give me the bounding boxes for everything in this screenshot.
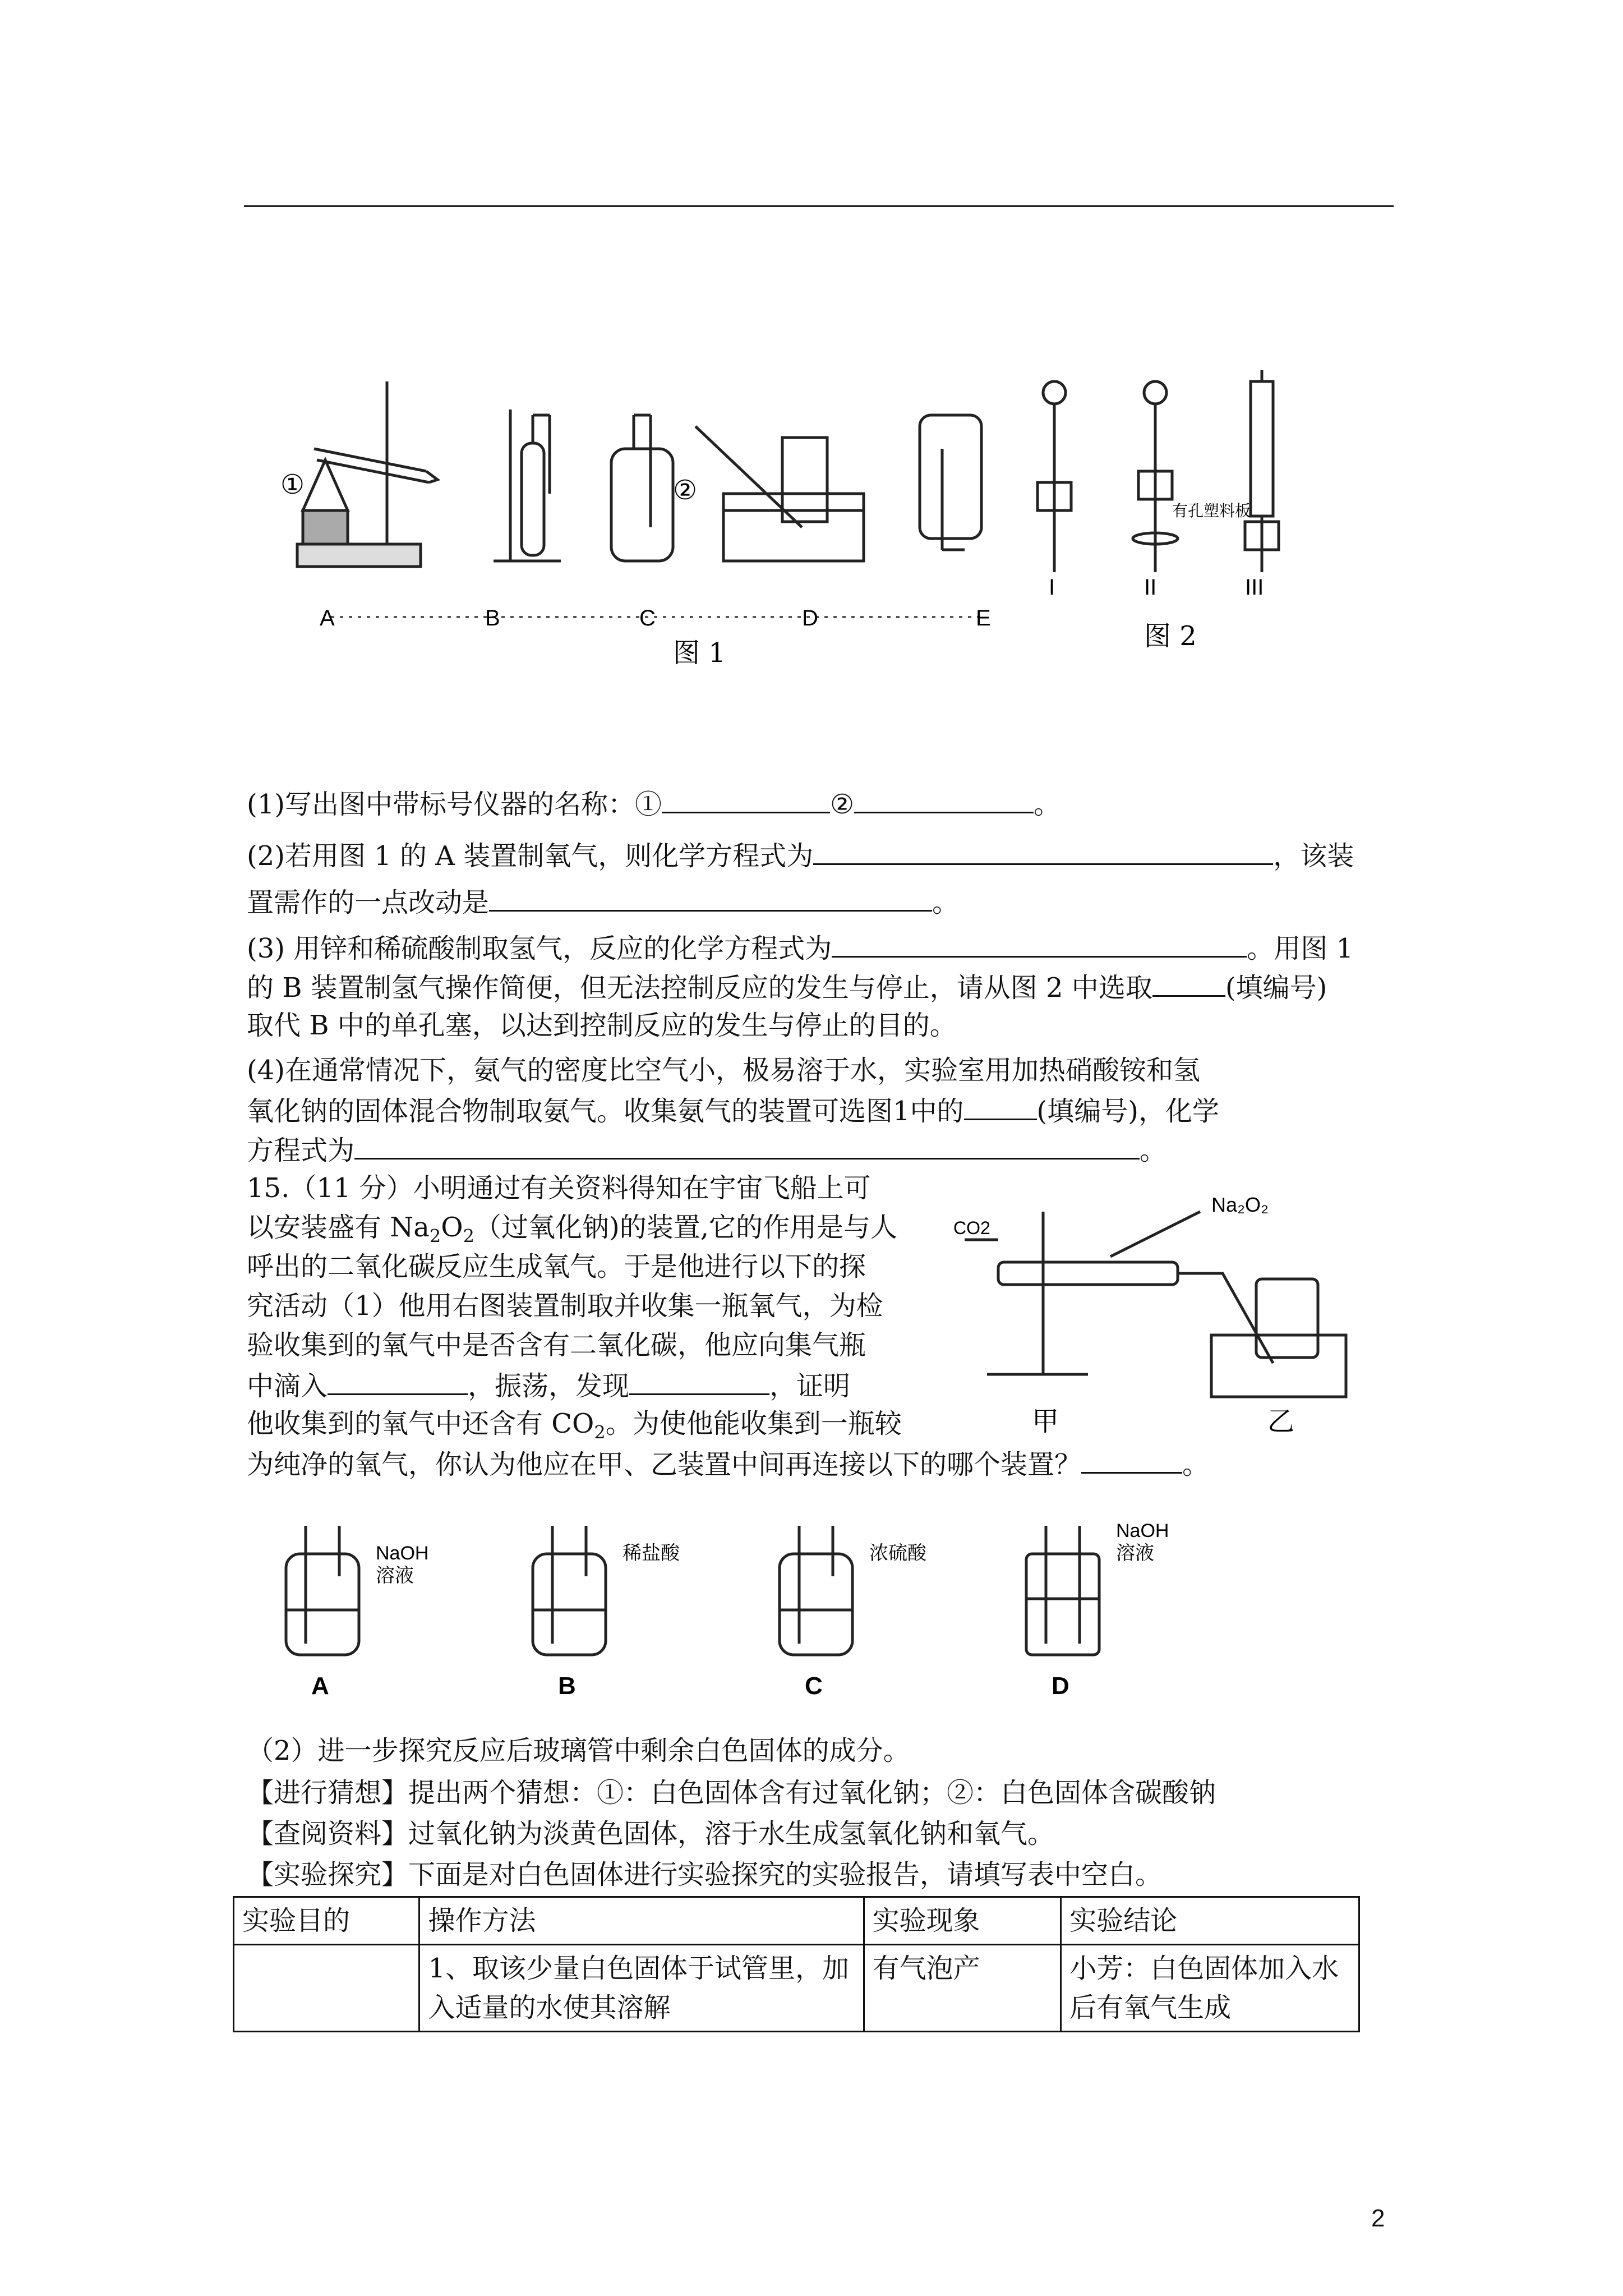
- q15-text: 【实验探究】下面是对白色固体进行实验探究的实验报告，请填写表中空白。: [247, 1859, 1163, 1890]
- subscript: 2: [429, 1225, 441, 1247]
- q14-p2-text: 置需作的一点改动是: [247, 887, 490, 918]
- q15-text: O: [441, 1212, 463, 1243]
- q15-text: 中滴入: [247, 1370, 328, 1402]
- q14-line-9: [247, 1129, 1402, 1171]
- answer-blank[interactable]: [964, 1089, 1037, 1120]
- page-number: 2: [1371, 2205, 1385, 2232]
- q15-text: ，证明: [769, 1370, 851, 1402]
- bottle-d-label-2: 溶液: [1116, 1543, 1154, 1564]
- q14-p3-text: 的 B 装置制氢气操作简便，但无法控制反应的发生与停止，请从图 2 中选取: [247, 972, 1152, 1004]
- subscript: 2: [463, 1225, 474, 1247]
- figure-1-drawing: [247, 359, 998, 673]
- table-cell-blank[interactable]: [234, 1945, 419, 2032]
- answer-blank[interactable]: [832, 927, 1247, 958]
- q14-p1-text: ②: [830, 789, 855, 820]
- answer-blank[interactable]: [328, 1364, 468, 1395]
- q15-line-4: [247, 1286, 948, 1326]
- figure-1-marker-1: ①: [280, 469, 305, 500]
- table-header-row: [234, 1897, 1359, 1945]
- bottle-d-letter: D: [1052, 1672, 1069, 1700]
- figure-1-letter-d: D: [802, 606, 818, 631]
- q15-text: 15.（11 分）小明通过有关资料得知在宇宙飞船上可: [247, 1172, 871, 1204]
- q15-guess: [247, 1773, 1402, 1813]
- q15-text: 【进行猜想】提出两个猜想：①：白色固体含有过氧化钠；②：白色固体含碳酸钠: [247, 1777, 1216, 1809]
- table-header: 实验现象: [864, 1897, 1061, 1945]
- q14-line-2: [247, 834, 1402, 876]
- table-header: 操作方法: [419, 1897, 864, 1945]
- answer-blank[interactable]: [629, 1364, 769, 1395]
- q14-p3-text: (填编号): [1225, 972, 1327, 1004]
- figure-1-marker-2: ②: [673, 475, 698, 506]
- q15-text: 究活动（1）他用右图装置制取并收集一瓶氧气，为检: [247, 1290, 883, 1322]
- q14-line-6: [247, 1005, 1402, 1046]
- q15-co2-label: CO2: [953, 1218, 990, 1238]
- q14-line-5: [247, 966, 1402, 1008]
- q14-p3-text: 取代 B 中的单孔塞，以达到控制反应的发生与停止的目的。: [247, 1010, 957, 1041]
- q15-text: （2）进一步探究反应后玻璃管中剩余白色固体的成分。: [247, 1735, 910, 1766]
- figure-2-drawing: [1009, 359, 1346, 673]
- answer-blank[interactable]: [813, 834, 1273, 865]
- subscript: 2: [594, 1421, 606, 1443]
- header-rule: [244, 205, 1394, 207]
- q15-line-6: [247, 1364, 948, 1406]
- q14-p4-text: 氧化钠的固体混合物制取氨气。收集氨气的装置可选图1中的: [247, 1096, 964, 1127]
- q14-p4-text: 。: [1140, 1135, 1167, 1166]
- figure-2-caption: 图 2: [1144, 620, 1197, 652]
- q14-p2-text: ，该装: [1273, 840, 1354, 872]
- q14-p4-text: (填编号)，化学: [1036, 1096, 1220, 1127]
- bottle-b-label: 稀盐酸: [623, 1542, 680, 1565]
- figure-1-letter-a: A: [320, 606, 335, 631]
- q14-line-8: [247, 1089, 1402, 1131]
- figure-1: [247, 359, 998, 673]
- q15-apparatus-drawing: [953, 1178, 1357, 1458]
- q15-na2o2-label: Na₂O₂: [1211, 1193, 1269, 1216]
- q15-label-jia: 甲: [1032, 1406, 1059, 1437]
- answer-blank[interactable]: [854, 783, 1034, 813]
- q15-text: 验收集到的氧气中是否含有二氧化碳，他应向集气瓶: [247, 1329, 866, 1361]
- q14-line-1: [247, 783, 1402, 825]
- answer-blank[interactable]: [489, 881, 932, 912]
- q14-line-4: [247, 927, 1402, 969]
- q15-explore: [247, 1855, 1402, 1895]
- table-cell: 小芳：白色固体加入水后有氧气生成: [1061, 1945, 1359, 2032]
- q15-text: 。: [1182, 1449, 1210, 1480]
- q14-line-7: [247, 1050, 1402, 1091]
- q14-p3-text: 。用图 1: [1247, 933, 1354, 964]
- q15-text: 以安装盛有 Na: [247, 1212, 430, 1243]
- q15-apparatus: [953, 1178, 1357, 1458]
- q14-p4-text: (4)在通常情况下，氨气的密度比空气小，极易溶于水，实验室用加热硝酸铵和氢: [247, 1055, 1200, 1086]
- bottle-a-label-2: 溶液: [376, 1565, 414, 1586]
- answer-blank[interactable]: [1152, 966, 1225, 997]
- q15-text: 他收集到的氧气中还含有 CO: [247, 1408, 594, 1439]
- answer-blank[interactable]: [662, 783, 830, 813]
- q15-line-5: [247, 1325, 948, 1365]
- bottle-a-letter: A: [311, 1672, 329, 1700]
- q14-p2-text: (2)若用图 1 的 A 装置制氧气，则化学方程式为: [247, 840, 814, 872]
- figure-2-plate-label: 有孔塑料板: [1172, 501, 1251, 520]
- figure-1-caption: 图 1: [673, 637, 726, 669]
- bottle-d-label-1: NaOH: [1116, 1520, 1169, 1542]
- bottle-c-letter: C: [805, 1672, 823, 1700]
- q14-p4-text: 方程式为: [247, 1135, 355, 1166]
- table-header: 实验目的: [234, 1897, 419, 1945]
- q15-part2: [247, 1731, 1402, 1771]
- q15-line-1: [247, 1168, 948, 1208]
- bottle-b-letter: B: [558, 1672, 576, 1700]
- bottle-options: [264, 1515, 1273, 1705]
- q15-text: 。为使他能收集到一瓶较: [605, 1408, 902, 1439]
- q15-text: 呼出的二氧化碳反应生成氧气。于是他进行以下的探: [247, 1251, 866, 1282]
- figure-2-label-3: III: [1245, 575, 1264, 600]
- table-row: [234, 1945, 1359, 2032]
- q15-line-3: [247, 1246, 948, 1287]
- bottle-options-drawing: [264, 1515, 1273, 1705]
- answer-blank[interactable]: [354, 1129, 1140, 1159]
- q14-line-3: [247, 881, 1402, 923]
- q15-text: （过氧化钠)的装置,它的作用是与人: [474, 1212, 897, 1243]
- q14-p3-text: (3) 用锌和稀硫酸制取氢气，反应的化学方程式为: [247, 933, 832, 964]
- q15-reference: [247, 1814, 1402, 1854]
- experiment-report-table: [233, 1896, 1360, 2032]
- bottle-c-label: 浓硫酸: [869, 1542, 926, 1565]
- table-header: 实验结论: [1061, 1897, 1359, 1945]
- q14-p2-text: 。: [932, 887, 960, 918]
- figure-1-letter-b: B: [485, 606, 500, 631]
- q15-label-yi: 乙: [1267, 1406, 1295, 1437]
- figure-2: [1009, 359, 1346, 673]
- q15-text: 【查阅资料】过氧化钠为淡黄色固体，溶于水生成氢氧化钠和氧气。: [247, 1818, 1055, 1849]
- bottle-a-label-1: NaOH: [376, 1543, 429, 1564]
- figure-1-letter-e: E: [976, 606, 991, 631]
- figure-2-label-2: II: [1144, 575, 1157, 600]
- q14-p1-text: 。: [1034, 789, 1061, 820]
- table-cell: 1、取该少量白色固体于试管里，加入适量的水使其溶解: [419, 1945, 864, 2032]
- q14-p1-text: (1)写出图中带标号仪器的名称：①: [247, 789, 662, 820]
- figure-1-letter-c: C: [639, 606, 656, 631]
- table-cell: 有气泡产: [864, 1945, 1061, 2032]
- q15-text: 为纯净的氧气，你认为他应在甲、乙装置中间再连接以下的哪个装置？: [247, 1449, 1082, 1480]
- q15-text: ，振荡，发现: [468, 1370, 630, 1402]
- figure-2-label-1: I: [1049, 575, 1055, 600]
